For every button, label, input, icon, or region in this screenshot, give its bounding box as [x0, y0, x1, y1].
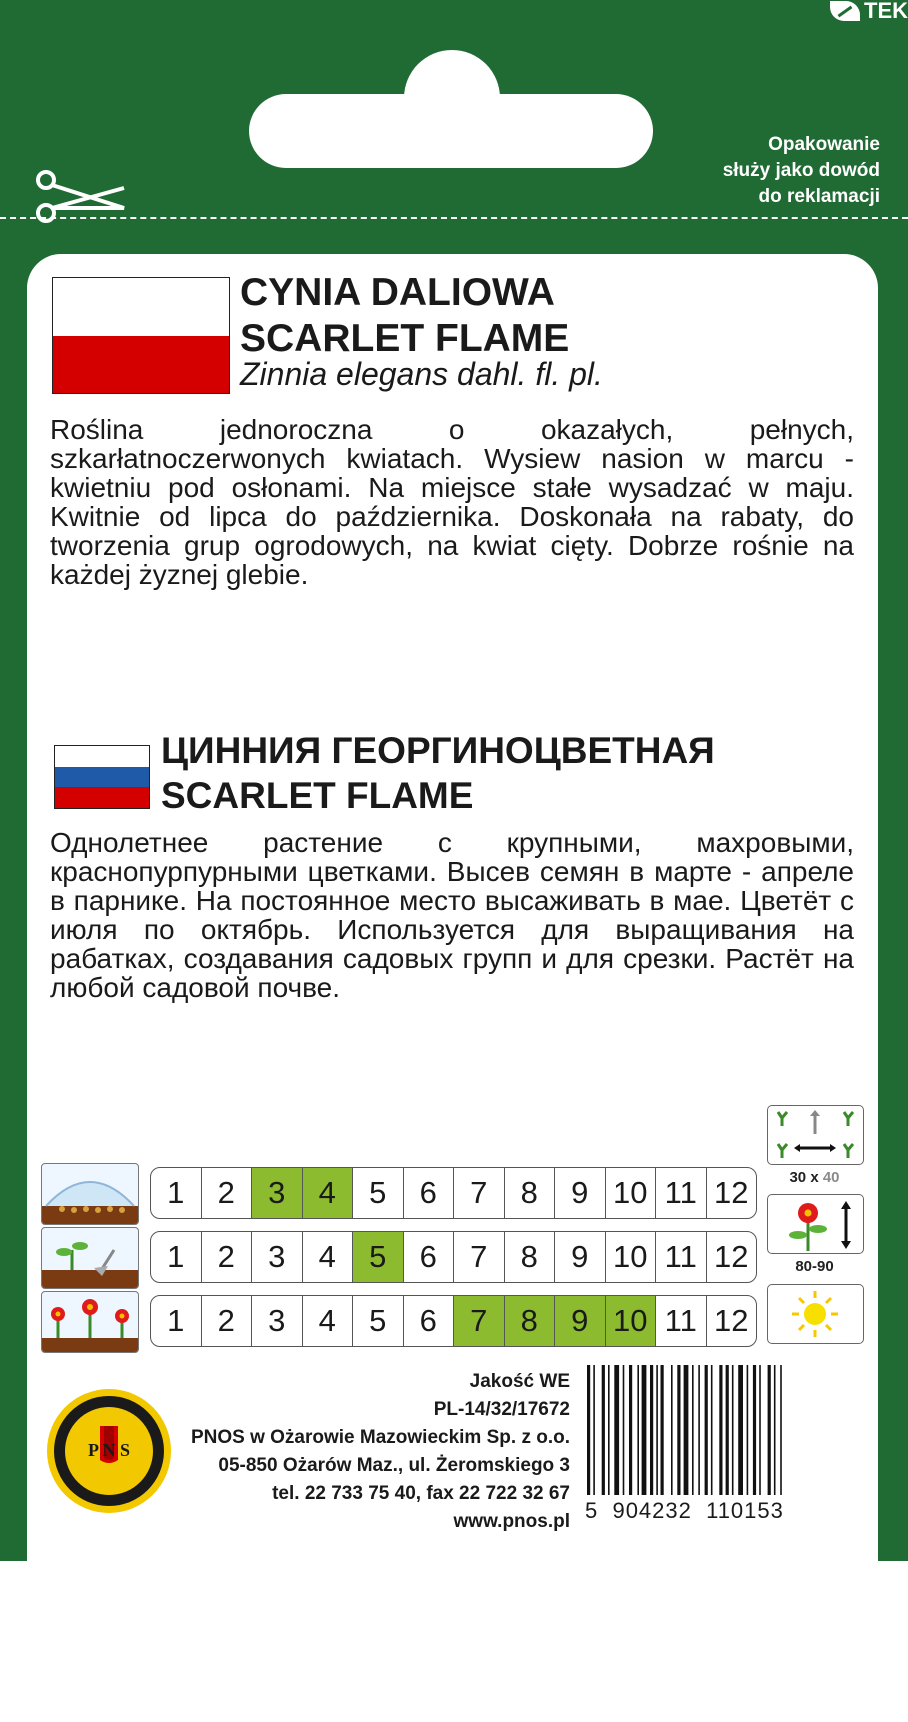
- barcode-bar: [705, 1365, 708, 1495]
- polish-flag-icon: [52, 277, 230, 394]
- barcode-bar: [602, 1365, 605, 1495]
- month-cell: 9: [555, 1232, 606, 1282]
- flowering-icon: [41, 1291, 139, 1353]
- month-cell: 9: [555, 1296, 606, 1346]
- barcode-bar: [656, 1365, 658, 1495]
- month-cell: 2: [202, 1168, 253, 1218]
- barcode-bar: [753, 1365, 756, 1495]
- month-cell: 5: [353, 1232, 404, 1282]
- brand-mark-text: TEK: [864, 0, 908, 23]
- month-cell: 4: [303, 1232, 354, 1282]
- month-cell: 11: [656, 1296, 707, 1346]
- polish-title-line: SCARLET FLAME: [240, 317, 570, 360]
- pnos-logo: [44, 1386, 174, 1516]
- barcode-bar: [593, 1365, 595, 1495]
- transplant-seedling-icon: [41, 1227, 139, 1289]
- barcode-bar: [684, 1365, 689, 1495]
- month-cell: 12: [714, 1175, 749, 1210]
- full-sun-icon: [767, 1284, 864, 1344]
- month-cell: 7: [454, 1232, 505, 1282]
- polish-title: [240, 270, 569, 362]
- barcode-bar: [738, 1365, 743, 1495]
- russian-flag-icon: [54, 745, 150, 809]
- barcode-bar: [698, 1365, 700, 1495]
- russian-title-line: SCARLET FLAME: [161, 775, 474, 816]
- barcode-bar: [711, 1365, 713, 1495]
- spacing-value-row: 40: [822, 1169, 840, 1186]
- month-cell: 6: [404, 1296, 455, 1346]
- company-address: 05-850 Ożarów Maz., ul. Żeromskiego 3: [218, 1455, 570, 1476]
- month-cell: 4: [303, 1168, 354, 1218]
- month-cell: 5: [353, 1296, 404, 1346]
- producer-code: PL-14/32/17672: [433, 1399, 570, 1420]
- barcode-bar: [732, 1365, 734, 1495]
- plant-height-icon: [767, 1194, 864, 1254]
- barcode-bar: [774, 1365, 776, 1495]
- quality-mark: Jakość WE: [469, 1371, 570, 1392]
- complaint-notice: [660, 132, 880, 210]
- barcode-bar: [671, 1365, 673, 1495]
- month-cell: 9: [555, 1168, 606, 1218]
- month-cell: 3: [252, 1168, 303, 1218]
- barcode-bar: [768, 1365, 771, 1495]
- barcode-bar: [642, 1365, 647, 1495]
- producer-info: [191, 1368, 570, 1536]
- russian-title-line: ЦИННИЯ ГЕОРГИНОЦВЕТНАЯ: [161, 730, 715, 771]
- month-cell: 7: [454, 1168, 505, 1218]
- russian-description: Однолетнее растение с крупными, махровыми, краснопурпурными цветками. Высев семян в марте - апреле в парнике. На постоянное место высаживать в мае. Цветёт с июля по октябрь. Используется для выращивания на рабатках, создавания садовых групп и для срезки. Растёт на любой садовой почве.: [50, 827, 854, 1003]
- company-phone: tel. 22 733 75 40, fax 22 722 32 67: [272, 1483, 570, 1504]
- month-cell: 3: [252, 1232, 303, 1282]
- cut-line: [0, 217, 908, 219]
- russian-title: [161, 728, 715, 818]
- month-row-sowing: [150, 1167, 757, 1219]
- barcode-bar: [637, 1365, 639, 1495]
- month-cell: 4: [303, 1296, 354, 1346]
- barcode-digits: 5 904232 110153: [585, 1498, 784, 1523]
- month-cell: 2: [202, 1232, 253, 1282]
- hang-hole: [249, 94, 653, 168]
- spacing-icon: [767, 1105, 864, 1165]
- barcode-bar: [759, 1365, 761, 1495]
- barcode-bar: [661, 1365, 664, 1495]
- month-cell: 8: [505, 1168, 556, 1218]
- month-cell: 8: [505, 1296, 556, 1346]
- svg-text:P N S: P N S: [87, 1440, 131, 1460]
- month-row-flowering: [150, 1295, 757, 1347]
- greenhouse-sowing-icon: [41, 1163, 139, 1225]
- spacing-value: 30 x: [789, 1169, 823, 1186]
- month-cell: 6: [404, 1168, 455, 1218]
- month-cell: 5: [353, 1168, 404, 1218]
- barcode-bar: [677, 1365, 680, 1495]
- barcode-bar: [623, 1365, 625, 1495]
- brand-mark: [830, 0, 908, 22]
- month-row-transplant: [150, 1231, 757, 1283]
- month-cell: 1: [151, 1168, 202, 1218]
- height-label: 80-90: [795, 1258, 834, 1275]
- leaf-icon: [830, 1, 860, 21]
- barcode-bar: [629, 1365, 632, 1495]
- notice-line: służy jako dowód: [722, 160, 880, 181]
- spacing-label: [767, 1169, 862, 1186]
- barcode-bar: [608, 1365, 610, 1495]
- month-cell: 3: [252, 1296, 303, 1346]
- notice-line: Opakowanie: [768, 134, 880, 155]
- month-cell: 11: [656, 1232, 707, 1282]
- notice-line: do reklamacji: [758, 186, 880, 207]
- month-cell: 6: [404, 1232, 455, 1282]
- month-cell: 12: [714, 1239, 749, 1274]
- month-cell: 1: [151, 1232, 202, 1282]
- latin-name: Zinnia elegans dahl. fl. pl.: [240, 356, 603, 392]
- barcode-bar: [614, 1365, 619, 1495]
- month-cell: 10: [606, 1296, 657, 1346]
- barcode-bar: [587, 1365, 590, 1495]
- polish-description: Roślina jednoroczna o okazałych, pełnych, szkarłatnoczerwonych kwiatach. Wysiew nasion w marcu - kwietniu pod osłonami. Na miejsce stałe wysadzać w maju. Kwitnie od lipca do października. Doskonała na rabaty, do tworzenia grup ogrodowych, na kwiat cięty. Dobrze rośnie na każdej żyznej glebie.: [50, 414, 854, 590]
- scissors-icon: [34, 168, 130, 228]
- barcode-bar: [747, 1365, 749, 1495]
- month-cell: 10: [606, 1232, 657, 1282]
- barcode-bar: [719, 1365, 722, 1495]
- month-cell: 1: [151, 1296, 202, 1346]
- company-website[interactable]: www.pnos.pl: [453, 1511, 570, 1532]
- barcode-bar: [726, 1365, 729, 1495]
- barcode-bar: [692, 1365, 694, 1495]
- month-cell: 7: [454, 1296, 505, 1346]
- barcode-bar: [780, 1365, 782, 1495]
- month-cell: 8: [505, 1232, 556, 1282]
- company-name: PNOS w Ożarowie Mazowieckim Sp. z o.o.: [190, 1427, 570, 1448]
- month-cell: 12: [714, 1303, 749, 1338]
- barcode-bar: [650, 1365, 653, 1495]
- month-cell: 2: [202, 1296, 253, 1346]
- month-cell: 11: [656, 1168, 707, 1218]
- month-cell: 10: [606, 1168, 657, 1218]
- polish-title-line: CYNIA DALIOWA: [240, 271, 555, 314]
